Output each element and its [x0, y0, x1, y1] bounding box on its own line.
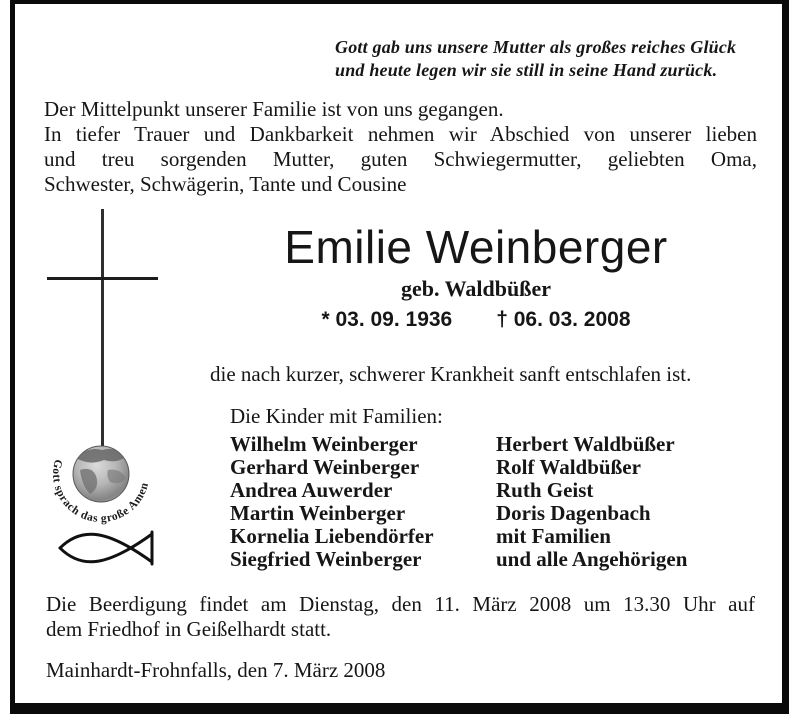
- deceased-name: Emilie Weinberger: [284, 221, 668, 273]
- mourner-name: Wilhelm Weinberger: [230, 432, 418, 456]
- cross-icon: [101, 209, 104, 447]
- globe-motto: Gott sprach das große Amen: [49, 458, 152, 526]
- mourners-heading: Die Kinder mit Familien:: [230, 404, 443, 428]
- place-dateline: Mainhardt-Frohnfalls, den 7. März 2008: [46, 658, 386, 682]
- mourner-name: Gerhard Weinberger: [230, 455, 420, 479]
- mourner-name: Rolf Waldbüßer: [496, 455, 641, 479]
- funeral-line1: Die Beerdigung findet am Dienstag, den 11. März 2008 um 13.30 Uhr auf: [46, 592, 755, 616]
- globe-landmasses: [73, 446, 129, 502]
- death-date: † 06. 03. 2008: [496, 308, 631, 331]
- mourner-name: Doris Dagenbach: [496, 501, 651, 525]
- cross-icon-bar: [47, 277, 158, 280]
- intro-line4: Schwester, Schwägerin, Tante und Cousine: [44, 172, 407, 196]
- intro-line2: In tiefer Trauer und Dankbarkeit nehmen wir Abschied von unserer lieben: [44, 122, 757, 146]
- globe-icon: [40, 420, 165, 532]
- birth-date: * 03. 09. 1936: [321, 308, 453, 331]
- life-dates: [196, 308, 756, 332]
- mourner-name: Martin Weinberger: [230, 501, 406, 525]
- funeral-announcement: [46, 592, 755, 642]
- opening-quote-line1: Gott gab uns unsere Mutter als großes reiches Glück: [335, 37, 737, 57]
- mourner-name: Ruth Geist: [496, 478, 594, 502]
- intro-line3: und treu sorgenden Mutter, guten Schwiegermutter, geliebten Oma,: [44, 147, 757, 171]
- passing-line: die nach kurzer, schwerer Krankheit sanft entschlafen ist.: [210, 362, 692, 386]
- opening-quote: [335, 36, 736, 82]
- mourner-name: Herbert Waldbüßer: [496, 432, 675, 456]
- mourner-note: mit Familien: [496, 524, 611, 548]
- opening-quote-line2: und heute legen wir sie still in seine Hand zurück.: [335, 60, 718, 80]
- mourners-list: [230, 433, 687, 571]
- maiden-name: geb. Waldbüßer: [401, 276, 551, 301]
- mourner-name: Kornelia Liebendörfer: [230, 524, 434, 548]
- intro-line1: Der Mittelpunkt unserer Familie ist von uns gegangen.: [44, 97, 504, 121]
- ichthys-fish-icon: [56, 524, 162, 572]
- intro-paragraph: [44, 97, 757, 197]
- mourner-name: Siegfried Weinberger: [230, 547, 422, 571]
- funeral-line2: dem Friedhof in Geißelhardt statt.: [46, 617, 332, 641]
- mourner-note: und alle Angehörigen: [496, 547, 688, 571]
- mourner-name: Andrea Auwerder: [230, 478, 393, 502]
